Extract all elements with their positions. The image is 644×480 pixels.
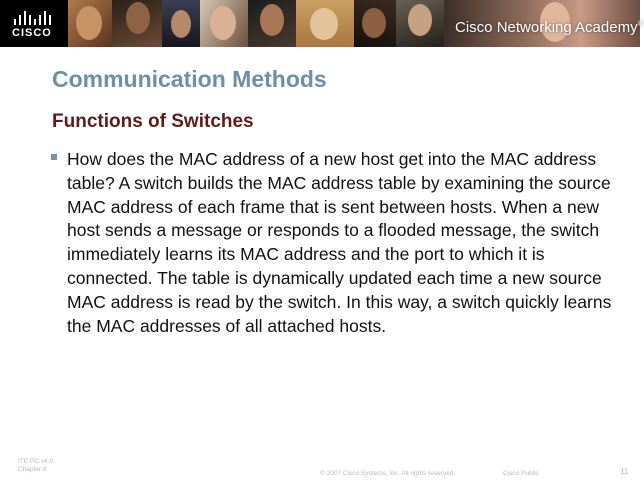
cisco-logo-text: CISCO bbox=[12, 27, 52, 39]
footer-classification: Cisco Public bbox=[503, 470, 539, 477]
bullet-text: How does the MAC address of a new host get into the MAC address table? A switch builds the MAC address table by examining the source MAC address of each frame that is sent between hosts. When a new host sends a message or responds to a flooded message, the switch immediately learns its MAC address and the port to which it is connected. The table is dynamically updated each time a new source MAC address is read by the switch. In this way, a switch quickly learns the MAC addresses of all attached hosts. bbox=[67, 149, 612, 336]
footer-course-info bbox=[18, 458, 53, 474]
academy-brand-cisco: Cisco bbox=[455, 19, 493, 36]
footer-course: ITE PC v4.0 bbox=[18, 458, 54, 465]
slide-subtitle: Functions of Switches bbox=[52, 111, 254, 132]
banner-photo bbox=[396, 0, 444, 47]
footer-copyright: © 2007 Cisco Systems, Inc. All rights reserved. bbox=[320, 470, 456, 477]
banner-photo bbox=[354, 0, 396, 47]
cisco-bars-icon bbox=[14, 11, 54, 25]
banner-photo bbox=[68, 0, 112, 47]
page-number: 11 bbox=[620, 467, 629, 476]
footer-chapter: Chapter 8 bbox=[18, 466, 47, 473]
trademark-mark: ® bbox=[637, 19, 644, 28]
banner-photo bbox=[200, 0, 248, 47]
academy-brand bbox=[455, 19, 644, 36]
academy-brand-name: Networking Academy bbox=[496, 19, 638, 36]
banner-photo bbox=[296, 0, 354, 47]
banner-photo bbox=[162, 0, 200, 47]
slide-title: Communication Methods bbox=[52, 66, 327, 92]
banner-photo bbox=[112, 0, 162, 47]
cisco-logo bbox=[0, 0, 68, 47]
header-banner bbox=[0, 0, 644, 47]
square-bullet-icon bbox=[51, 154, 57, 160]
banner-photo bbox=[248, 0, 296, 47]
